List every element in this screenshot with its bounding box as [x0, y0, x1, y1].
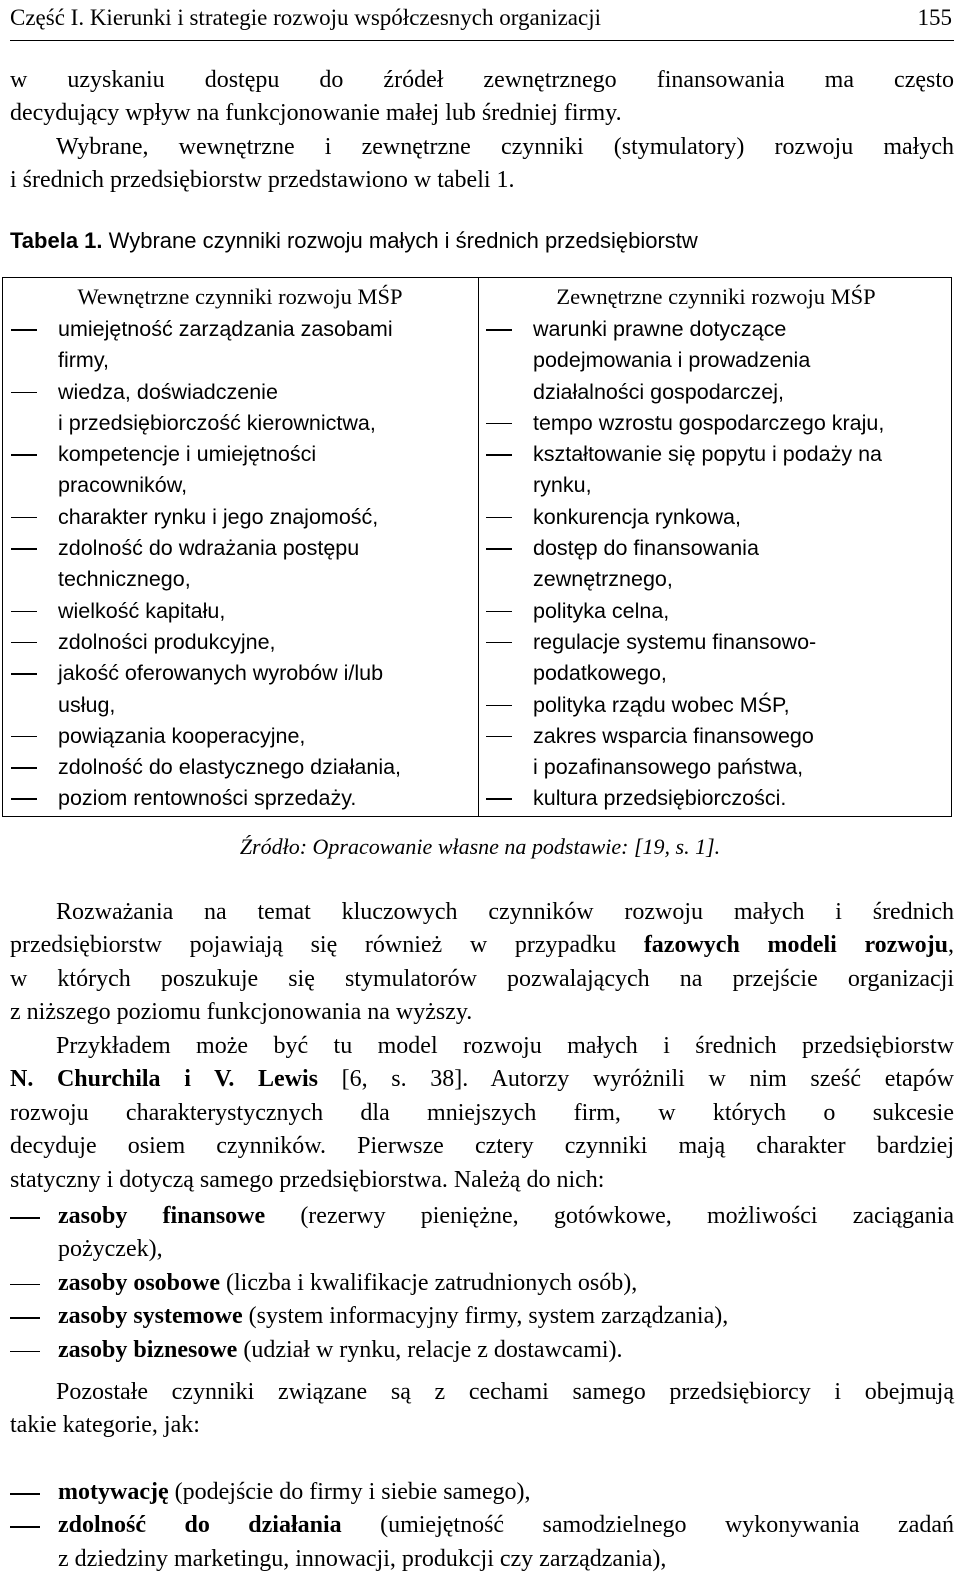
bold-term: zasoby finansowe — [58, 1203, 266, 1229]
paragraph-entrepreneur-factors — [10, 1376, 954, 1443]
text-line — [58, 1300, 954, 1333]
table-item-line: jakość oferowanych wyrobów i/lub — [58, 661, 384, 686]
text-run: przedsiębiorstw pojawiają się również w przypadku — [10, 932, 644, 959]
page-number: 155 — [917, 5, 952, 30]
text-run: (podejście do firmy i siebie samego), — [168, 1479, 531, 1505]
text-line — [10, 929, 954, 962]
text-line: z niższego poziomu funkcjonowania na wyższy. — [10, 999, 473, 1026]
table-item-line: konkurencja rynkowa, — [533, 504, 741, 529]
internal-factors-header: Wewnętrzne czynniki rozwoju MŚP — [77, 284, 403, 309]
text-run: [6, s. 38]. Autorzy wyróżnili w nim sześć etapów — [317, 1066, 955, 1093]
dash-bullet — [11, 329, 37, 331]
table-item-line: polityka celna, — [533, 598, 670, 623]
table-item-line: poziom rentowności sprzedaży. — [58, 786, 357, 811]
list-item — [10, 1476, 954, 1509]
table-item-line: usług, — [58, 692, 116, 717]
dash-bullet — [11, 767, 37, 769]
running-header — [10, 0, 954, 41]
dash-bullet — [10, 1351, 40, 1353]
dash-bullet — [486, 798, 512, 800]
dash-bullet — [486, 517, 512, 519]
table-list-item — [480, 533, 952, 596]
external-factors-list — [480, 314, 952, 815]
dash-bullet — [11, 642, 37, 644]
table-item-line: regulacje systemu finansowo- — [533, 629, 817, 654]
table-list-item — [3, 377, 477, 440]
text-line: w których poszukuje się stymulatorów pozwalających na przejście organizacji — [10, 965, 954, 992]
dash-bullet — [486, 454, 512, 456]
dash-bullet — [10, 1526, 40, 1528]
bold-term: fazowych modeli rozwoju — [643, 932, 948, 959]
table-list-item — [3, 533, 477, 596]
table-item-line: umiejętność zarządzania zasobami — [58, 317, 393, 341]
dash-bullet — [486, 423, 512, 425]
static-factors-list — [10, 1200, 954, 1367]
table-item-line: podatkowego, — [533, 661, 667, 686]
dash-bullet — [11, 454, 37, 456]
table-list-item — [3, 314, 477, 377]
table-source: Źródło: Opracowanie własne na podstawie: [19, s. 1]. — [239, 834, 721, 859]
table-divider — [478, 278, 479, 816]
list-item — [10, 1200, 954, 1267]
table-list-item — [480, 502, 952, 533]
table-item-line: zdolność do wdrażania postępu — [58, 536, 360, 561]
table-item-line: i pozafinansowego państwa, — [533, 755, 804, 780]
text-line: Wybrane, wewnętrzne i zewnętrzne czynniki (stymulatory) rozwoju małych — [56, 133, 954, 160]
external-factors-header: Zewnętrzne czynniki rozwoju MŚP — [556, 284, 876, 309]
dash-bullet — [486, 329, 512, 331]
list-item — [10, 1300, 954, 1333]
bold-term: zdolność do działania — [58, 1512, 342, 1539]
text-line — [10, 1063, 954, 1096]
text-run: (udział w rynku, relacje z dostawcami). — [237, 1336, 623, 1363]
dash-bullet — [486, 705, 512, 707]
table-list-item — [480, 314, 952, 408]
dash-bullet — [486, 736, 512, 738]
text-line — [58, 1509, 954, 1542]
table-caption — [10, 228, 698, 254]
table-item-line: kultura przedsiębiorczości. — [533, 786, 787, 811]
text-line: statyczny i dotyczą samego przedsiębiorstwa. Należą do nich: — [10, 1166, 605, 1193]
internal-factors-list — [3, 314, 477, 815]
dash-bullet — [10, 1284, 40, 1286]
table-list-item — [3, 783, 477, 814]
paragraph-phase-models — [10, 896, 954, 1030]
text-run: (system informacyjny firmy, system zarządzania), — [242, 1303, 729, 1330]
bold-term: zasoby biznesowe — [58, 1336, 238, 1363]
text-line: i średnich przedsiębiorstw przedstawiono w tabeli 1. — [10, 167, 515, 194]
table-item-line: warunki prawne dotyczące — [533, 317, 787, 341]
text-line — [58, 1476, 954, 1509]
text-run: (rezerwy pieniężne, gotówkowe, możliwości zaciągania — [265, 1203, 954, 1229]
table-item-line: podejmowania i prowadzenia — [533, 348, 811, 373]
table-item-line: polityka rządu wobec MŚP, — [533, 692, 790, 717]
text-line: Pozostałe czynniki związane są z cechami samego przedsiębiorcy i obejmują — [56, 1379, 954, 1405]
entrepreneur-factors-list — [10, 1476, 954, 1576]
table-list-item — [480, 408, 952, 439]
list-item — [10, 1334, 954, 1367]
table-caption-label: Tabela 1. — [10, 228, 103, 253]
dash-bullet — [10, 1317, 40, 1319]
table-list-item — [3, 502, 477, 533]
table-list-item — [3, 596, 477, 627]
text-line: Przykładem może być tu model rozwoju małych i średnich przedsiębiorstw — [56, 1033, 954, 1059]
dash-bullet — [11, 392, 37, 394]
table-list-item — [3, 658, 477, 721]
table-list-item — [3, 439, 477, 502]
table-item-line: charakter rynku i jego znajomość, — [58, 504, 379, 529]
table-item-line: kształtowanie się popytu i podaży na — [533, 442, 882, 467]
table-list-item — [480, 627, 952, 690]
dash-bullet — [486, 611, 512, 613]
text-run: , — [947, 932, 954, 959]
table-item-line: powiązania kooperacyjne, — [58, 723, 306, 748]
table-list-item — [3, 627, 477, 658]
table-list-item — [480, 439, 952, 502]
table-item-line: zakres wsparcia finansowego — [533, 723, 814, 748]
table-list-item — [480, 783, 952, 814]
dash-bullet — [11, 611, 37, 613]
table-item-line: wiedza, doświadczenie — [58, 379, 278, 404]
text-line: decydujący wpływ na funkcjonowanie małej lub średniej firmy. — [10, 100, 622, 127]
table-item-line: wielkość kapitału, — [58, 598, 226, 623]
intro-paragraph — [10, 64, 954, 198]
dash-bullet — [486, 548, 512, 550]
table-item-line: i przedsiębiorczość kierownictwa, — [58, 410, 376, 435]
table-list-item — [3, 721, 477, 752]
text-line: w uzyskaniu dostępu do źródeł zewnętrznego finansowania ma często — [10, 67, 954, 93]
external-factors-column — [480, 278, 952, 815]
table-list-item — [480, 721, 952, 784]
bold-term: zasoby osobowe — [58, 1269, 221, 1296]
text-line: rozwoju charakterystycznych dla mniejszych firm, w których o sukcesie — [10, 1099, 954, 1126]
internal-factors-column — [3, 278, 477, 815]
dash-bullet — [11, 736, 37, 738]
text-line: takie kategorie, jak: — [10, 1412, 200, 1439]
dash-bullet — [11, 548, 37, 550]
table-list-item — [480, 596, 952, 627]
paragraph-churchill-lewis — [10, 1030, 954, 1197]
dash-bullet — [11, 517, 37, 519]
table-item-line: zdolność do elastycznego działania, — [58, 755, 402, 780]
table-item-line: pracowników, — [58, 473, 188, 498]
table-item-line: dostęp do finansowania — [533, 536, 759, 561]
text-line — [58, 1200, 954, 1233]
list-item — [10, 1267, 954, 1300]
dash-bullet — [486, 642, 512, 644]
dash-bullet — [11, 798, 37, 800]
table-item-line: zewnętrznego, — [533, 567, 673, 592]
list-item — [10, 1509, 954, 1576]
text-line: Rozważania na temat kluczowych czynników rozwoju małych i średnich — [56, 899, 954, 925]
text-run: (liczba i kwalifikacje zatrudnionych osób), — [220, 1269, 638, 1296]
text-line — [58, 1267, 954, 1300]
text-line: pożyczek), — [58, 1236, 163, 1263]
dash-bullet — [11, 673, 37, 675]
table-item-line: firmy, — [58, 348, 109, 373]
table-caption-text: Wybrane czynniki rozwoju małych i średnich przedsiębiorstw — [102, 228, 698, 253]
dash-bullet — [10, 1493, 40, 1495]
bold-term: zasoby systemowe — [58, 1303, 243, 1330]
text-line: z dziedziny marketingu, innowacji, produkcji czy zarządzania), — [58, 1545, 667, 1572]
table-item-line: zdolności produkcyjne, — [58, 629, 276, 654]
table-item-line: tempo wzrostu gospodarczego kraju, — [533, 410, 885, 435]
dash-bullet — [10, 1217, 40, 1219]
table-item-line: kompetencje i umiejętności — [58, 442, 317, 467]
text-line: decyduje osiem czynników. Pierwsze cztery czynniki mają charakter bardziej — [10, 1133, 954, 1160]
table-item-line: technicznego, — [58, 567, 191, 592]
factors-table — [2, 277, 952, 817]
bold-term: N. Churchila i V. Lewis — [10, 1066, 318, 1093]
bold-term: motywację — [58, 1479, 169, 1505]
table-list-item — [3, 752, 477, 783]
text-line — [58, 1334, 954, 1367]
table-item-line: działalności gospodarczej, — [533, 379, 784, 404]
chapter-title: Część I. Kierunki i strategie rozwoju współczesnych organizacji — [10, 5, 601, 30]
text-run: (umiejętność samodzielnego wykonywania zadań — [341, 1512, 954, 1539]
table-list-item — [480, 690, 952, 721]
table-item-line: rynku, — [533, 473, 592, 498]
